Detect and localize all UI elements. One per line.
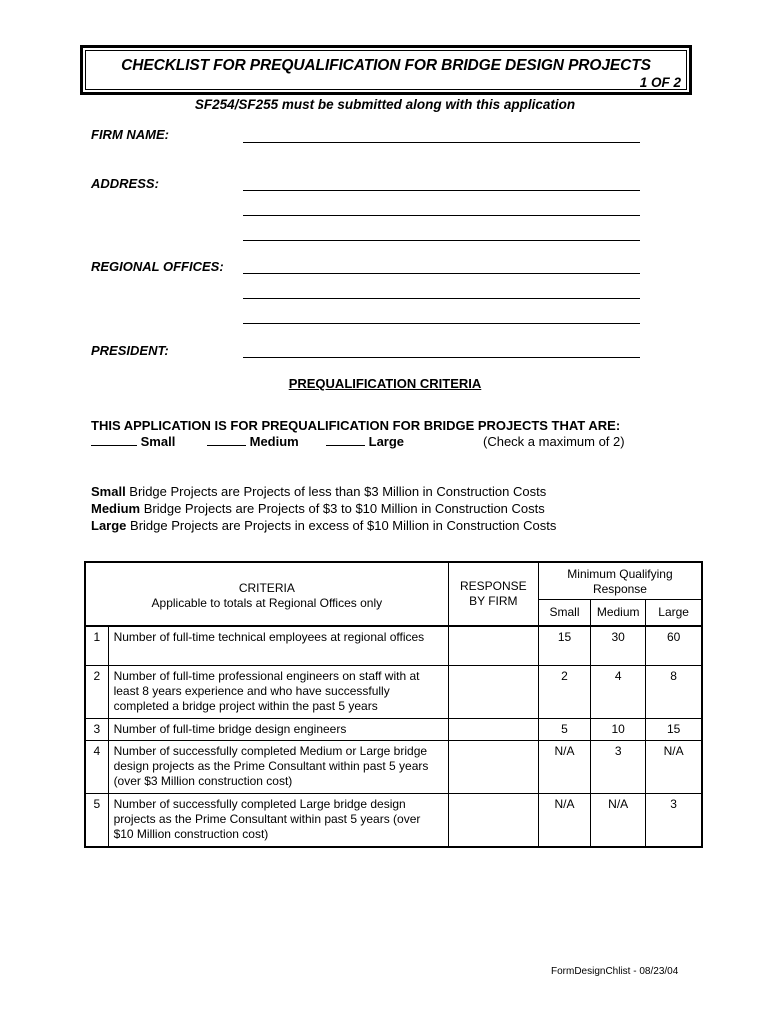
row-large-value: 8: [646, 666, 702, 719]
row-response-cell[interactable]: [448, 741, 538, 794]
form-footer: FormDesignChlist - 08/23/04: [551, 966, 679, 977]
application-scope-title: THIS APPLICATION IS FOR PREQUALIFICATION FOR BRIDGE PROJECTS THAT ARE:: [91, 418, 621, 433]
row-medium-value: N/A: [591, 794, 646, 847]
min-qualifying-line-1: Minimum Qualifying: [567, 567, 673, 581]
row-small-value: 5: [538, 719, 590, 741]
definition-text: Bridge Projects are Projects of less than $3 Million in Construction Costs: [125, 484, 547, 499]
row-small-value: 15: [538, 626, 590, 666]
criteria-header: [85, 562, 448, 626]
table-row: [85, 626, 702, 666]
medium-option[interactable]: [207, 434, 299, 449]
row-medium-value: 10: [591, 719, 646, 741]
title-box: [80, 45, 692, 95]
definition-term: Large: [91, 518, 127, 533]
row-medium-value: 30: [591, 626, 646, 666]
table-row: [85, 719, 702, 741]
definition-small: [91, 483, 556, 500]
definition-medium: [91, 500, 556, 517]
row-number: 1: [85, 626, 108, 666]
president-field[interactable]: [243, 357, 640, 358]
criteria-table: [84, 561, 703, 848]
row-response-cell[interactable]: [448, 719, 538, 741]
col-small-header: Small: [538, 600, 590, 626]
large-option-label: Large: [368, 434, 405, 449]
definition-term: Small: [91, 484, 126, 499]
response-header-line-2: BY FIRM: [469, 593, 518, 608]
table-row: [85, 666, 702, 719]
row-number: 5: [85, 794, 108, 847]
min-qualifying-line-2: Response: [592, 582, 647, 596]
medium-check-blank[interactable]: [207, 435, 246, 446]
project-size-selection: [91, 434, 691, 452]
min-qualifying-header: [538, 562, 702, 600]
row-criteria: Number of full-time professional engineers on staff with at least 8 years experience and who have successfully completed a bridge project within the past 5 years: [108, 666, 448, 719]
criteria-subheader: Applicable to totals at Regional Offices only: [151, 596, 383, 611]
row-criteria: Number of full-time technical employees at regional offices: [108, 626, 448, 666]
row-response-cell[interactable]: [448, 626, 538, 666]
small-option-label: Small: [140, 434, 176, 449]
regional-offices-field-line-1[interactable]: [243, 273, 640, 274]
response-header-line-1: RESPONSE: [459, 578, 527, 593]
row-large-value: N/A: [646, 741, 702, 794]
address-field-line-1[interactable]: [243, 190, 640, 191]
row-small-value: N/A: [538, 794, 590, 847]
definition-text: Bridge Projects are Projects of $3 to $10 Million in Construction Costs: [140, 501, 545, 516]
row-medium-value: 4: [591, 666, 646, 719]
medium-option-label: Medium: [249, 434, 299, 449]
definition-large: [91, 517, 556, 534]
check-max-note: (Check a maximum of 2): [483, 434, 625, 449]
page-number: 1 OF 2: [639, 75, 681, 90]
firm-name-field[interactable]: [243, 142, 640, 143]
row-small-value: 2: [538, 666, 590, 719]
table-row: [85, 794, 702, 847]
row-response-cell[interactable]: [448, 666, 538, 719]
row-criteria: Number of successfully completed Medium or Large bridge design projects as the Prime Consultant within past 5 years (over $3 Million construction cost): [108, 741, 448, 794]
table-header-row: [85, 562, 702, 600]
row-criteria: Number of successfully completed Large bridge design projects as the Prime Consultant within past 5 years (over $10 Million construction cost): [108, 794, 448, 847]
address-label: ADDRESS:: [91, 176, 159, 191]
row-medium-value: 3: [591, 741, 646, 794]
col-medium-header: Medium: [591, 600, 646, 626]
small-option[interactable]: [91, 434, 175, 449]
criteria-header-label: CRITERIA: [238, 581, 295, 596]
regional-offices-label: REGIONAL OFFICES:: [91, 259, 224, 274]
small-check-blank[interactable]: [91, 435, 137, 446]
row-number: 4: [85, 741, 108, 794]
table-row: [85, 741, 702, 794]
row-large-value: 15: [646, 719, 702, 741]
size-definitions: [91, 483, 556, 534]
col-large-header: Large: [646, 600, 702, 626]
row-number: 2: [85, 666, 108, 719]
submission-note: SF254/SF255 must be submitted along with this application: [194, 97, 576, 112]
criteria-heading: PREQUALIFICATION CRITERIA: [288, 376, 482, 391]
row-criteria: Number of full-time bridge design engineers: [108, 719, 448, 741]
definition-text: Bridge Projects are Projects in excess of $10 Million in Construction Costs: [126, 518, 557, 533]
regional-offices-field-line-2[interactable]: [243, 298, 640, 299]
address-field-line-3[interactable]: [243, 240, 640, 241]
address-field-line-2[interactable]: [243, 215, 640, 216]
row-large-value: 3: [646, 794, 702, 847]
row-large-value: 60: [646, 626, 702, 666]
row-number: 3: [85, 719, 108, 741]
president-label: PRESIDENT:: [91, 343, 169, 358]
form-title: CHECKLIST FOR PREQUALIFICATION FOR BRIDGE DESIGN PROJECTS: [121, 57, 651, 74]
regional-offices-field-line-3[interactable]: [243, 323, 640, 324]
response-header: [448, 562, 538, 626]
large-option[interactable]: [326, 434, 404, 449]
definition-term: Medium: [91, 501, 141, 516]
large-check-blank[interactable]: [326, 435, 365, 446]
firm-name-label: FIRM NAME:: [91, 127, 169, 142]
row-response-cell[interactable]: [448, 794, 538, 847]
row-small-value: N/A: [538, 741, 590, 794]
